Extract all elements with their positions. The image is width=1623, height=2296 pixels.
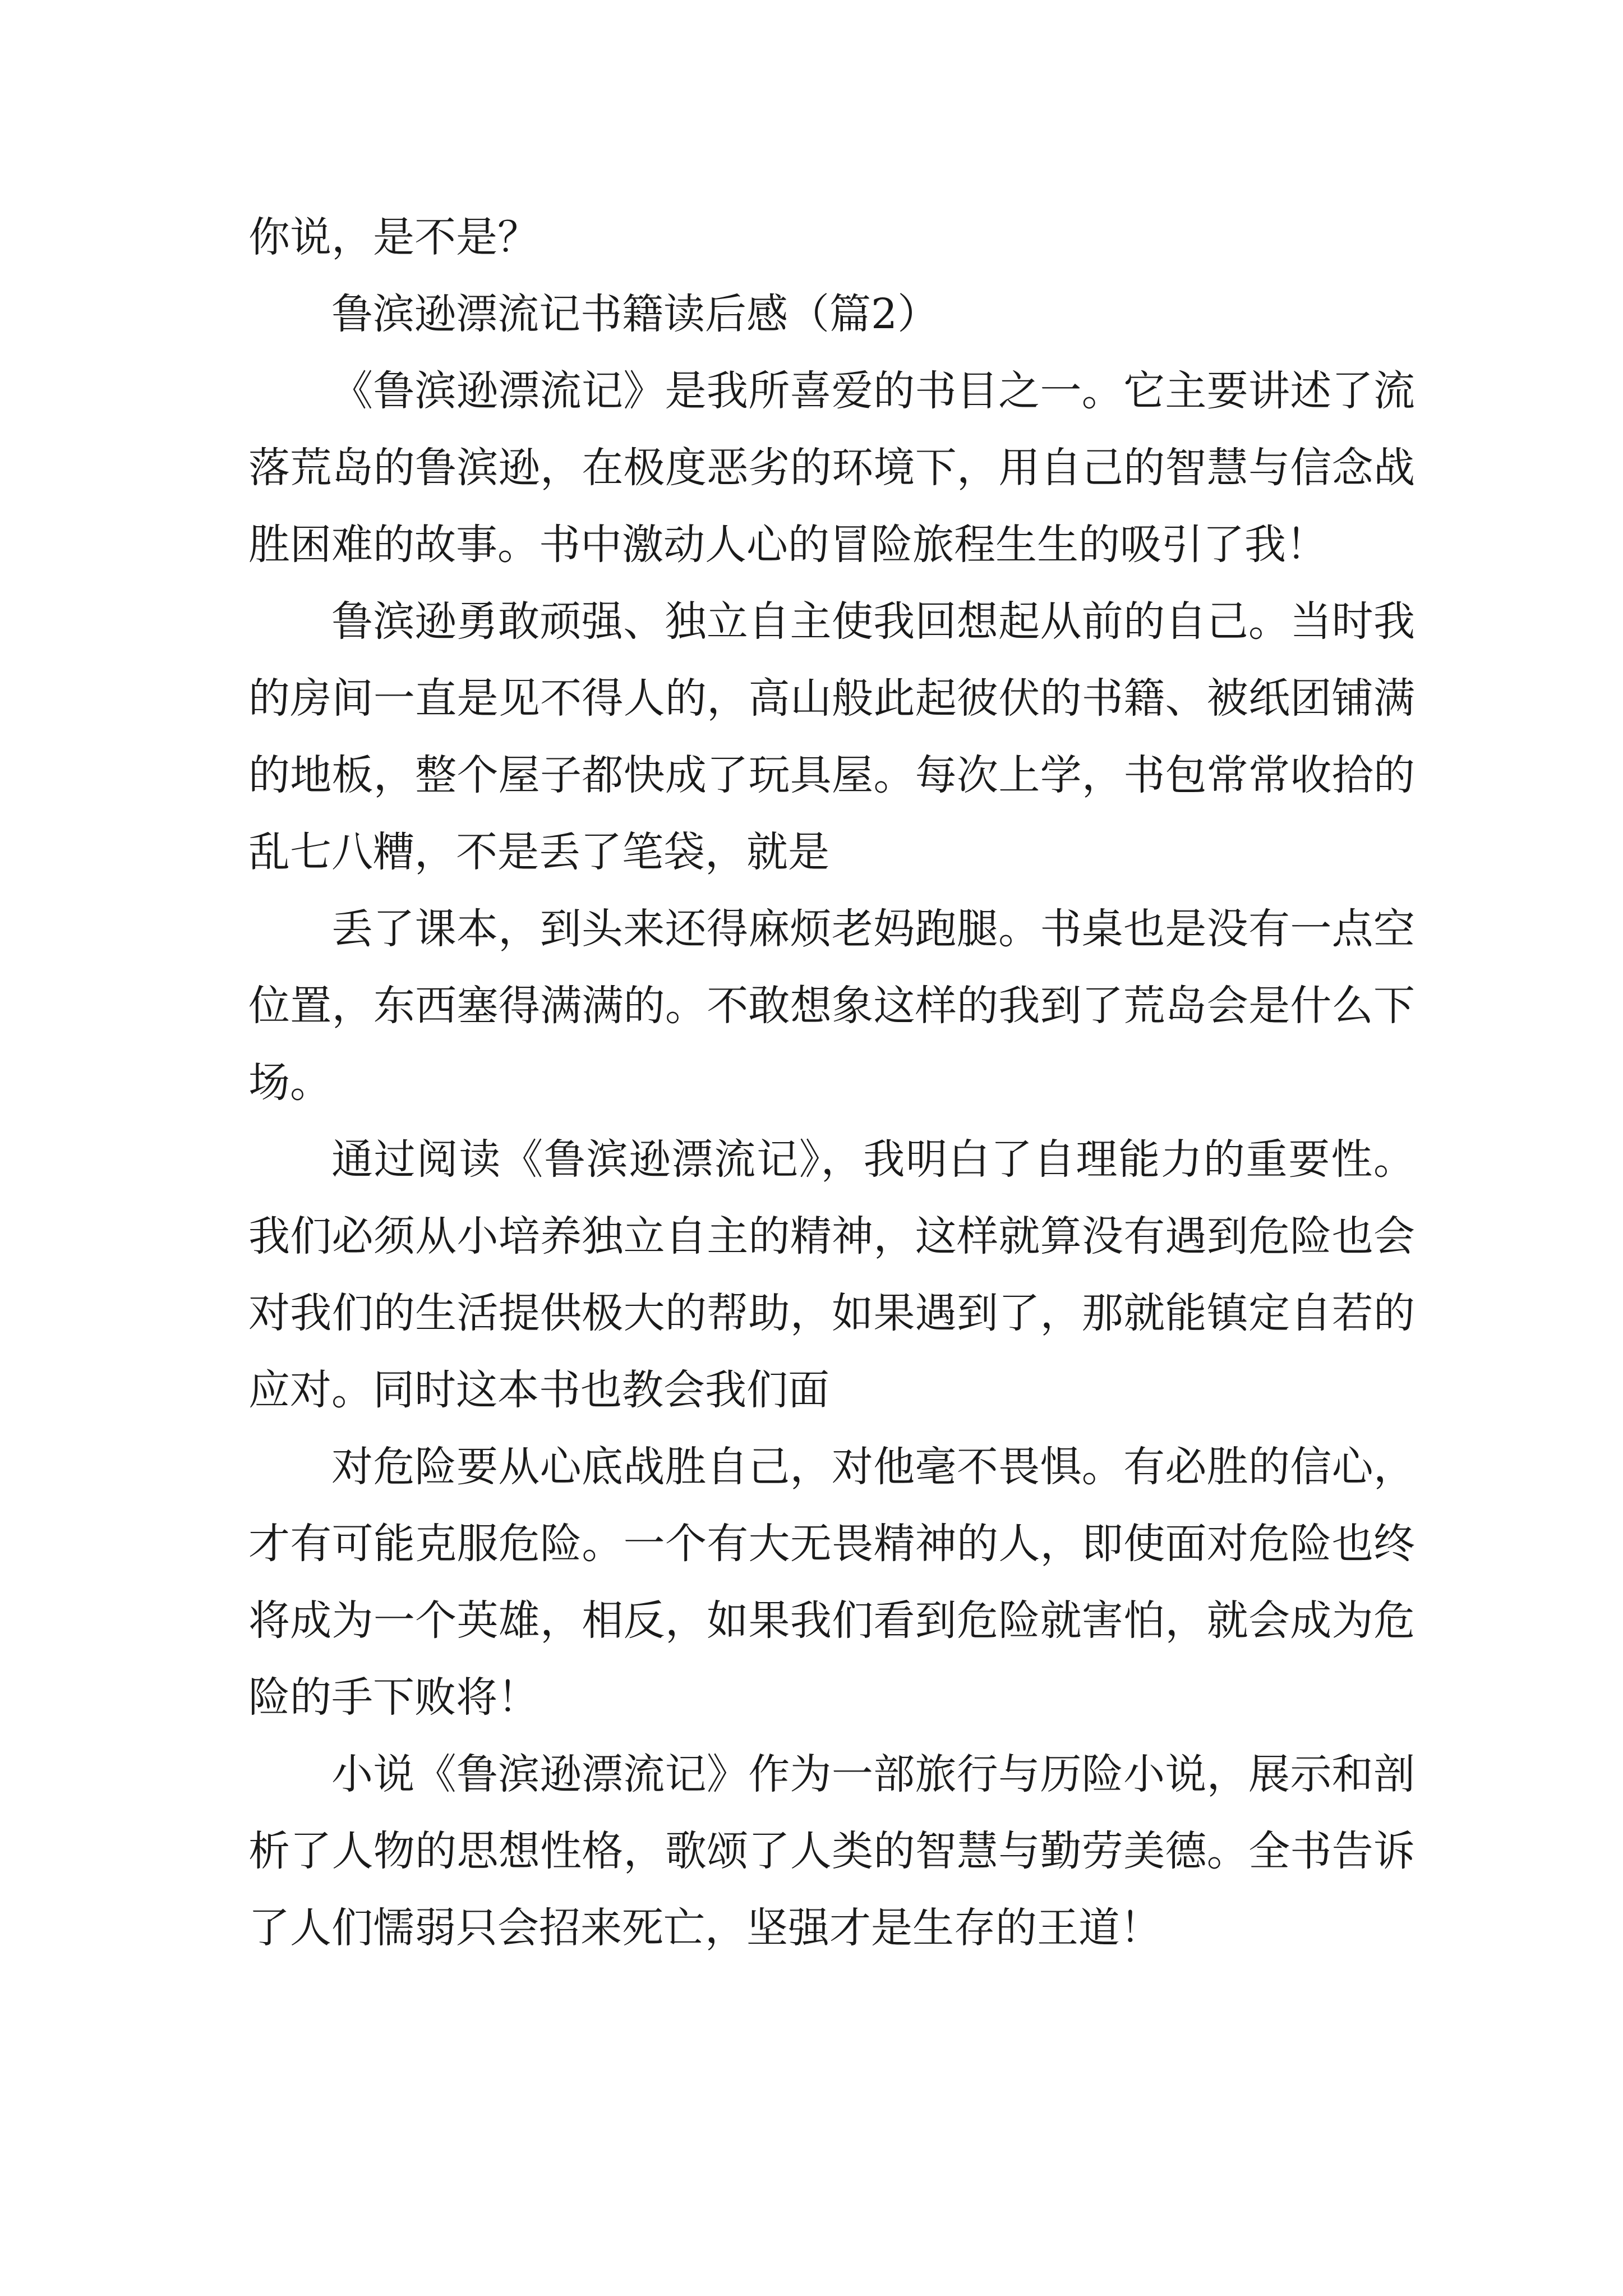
paragraph: 小说《鲁滨逊漂流记》作为一部旅行与历险小说，展示和剖析了人物的思想性格，歌颂了人类的智慧与勤劳美德。全书告诉了人们懦弱只会招来死亡，坚强才是生存的王道！ [248, 1750, 1415, 1952]
paragraph-continuation: 你说，是不是？ [248, 213, 539, 261]
document-body [248, 199, 1415, 1967]
paragraph: 对危险要从心底战胜自己，对他毫不畏惧。有必胜的信心，才有可能克服危险。一个有大无畏精神的人，即使面对危险也终将成为一个英雄，相反，如果我们看到危险就害怕，就会成为危险的手下败将！ [248, 1443, 1415, 1722]
paragraph: 通过阅读《鲁滨逊漂流记》，我明白了自理能力的重要性。我们必须从小培养独立自主的精神，这样就算没有遇到危险也会对我们的生活提供极大的帮助，如果遇到了，那就能镇定自若的应对。同时这本书也教会我们面 [248, 1135, 1415, 1414]
section-heading: 鲁滨逊漂流记书籍读后感（篇2） [331, 290, 939, 338]
paragraph: 《鲁滨逊漂流记》是我所喜爱的书目之一。它主要讲述了流落荒岛的鲁滨逊，在极度恶劣的环境下，用自己的智慧与信念战胜困难的故事。书中激动人心的冒险旅程生生的吸引了我！ [248, 367, 1415, 569]
paragraph: 丢了课本，到头来还得麻烦老妈跑腿。书桌也是没有一点空位置，东西塞得满满的。不敢想象这样的我到了荒岛会是什么下场。 [248, 905, 1415, 1107]
paragraph: 鲁滨逊勇敢顽强、独立自主使我回想起从前的自己。当时我的房间一直是见不得人的，高山般此起彼伏的书籍、被纸团铺满的地板，整个屋子都快成了玩具屋。每次上学，书包常常收拾的乱七八糟，不是丢了笔袋，就是 [248, 597, 1415, 876]
